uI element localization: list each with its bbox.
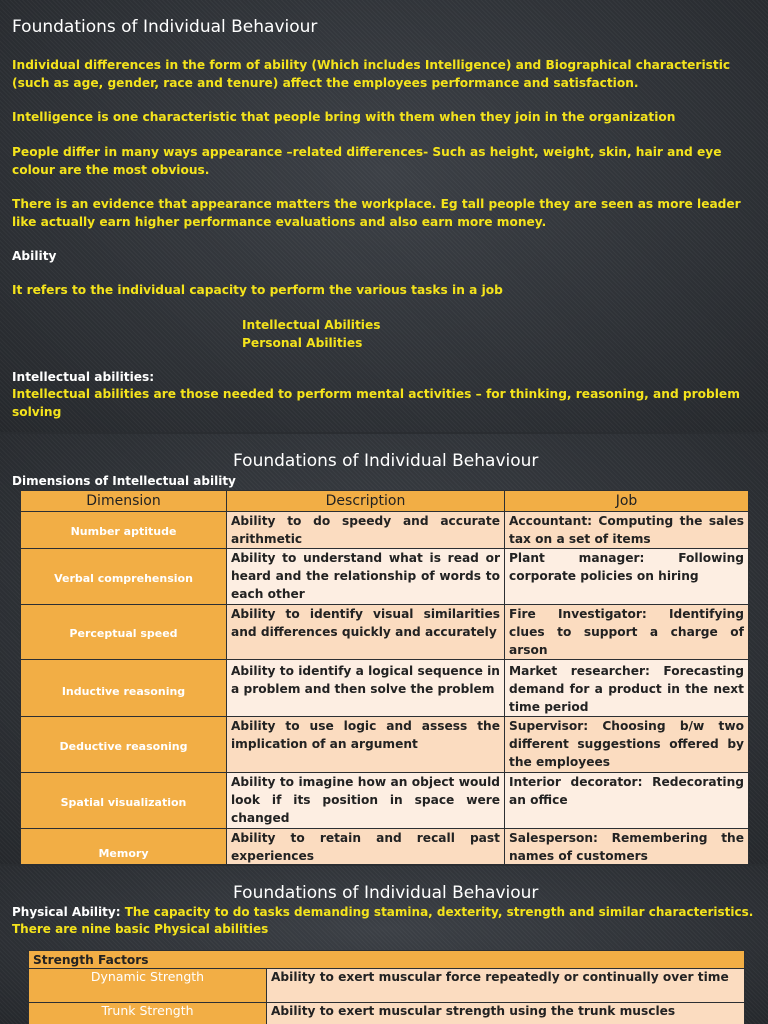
dimension-cell: Number aptitude [21, 512, 227, 549]
dimension-cell: Deductive reasoning [21, 717, 227, 773]
dimension-cell: Memory [21, 829, 227, 865]
table-row [21, 717, 749, 773]
slide-title: Foundations of Individual Behaviour [233, 451, 539, 471]
dimension-cell: Spatial visualization [21, 773, 227, 829]
slide-intellectual-dimensions [0, 434, 768, 864]
job-cell: Interior decorator: Redecorating an office [505, 773, 749, 829]
dimension-cell: Inductive reasoning [21, 660, 227, 717]
table-row [21, 660, 749, 717]
intellectual-definition: Intellectual abilities are those needed to perform mental activities – for thinking, reasoning, and problem solving [12, 387, 740, 419]
table-caption: Dimensions of Intellectual ability [12, 474, 236, 488]
description-cell: Ability to identify visual similarities and differences quickly and accurately [227, 605, 505, 660]
description-cell: Ability to use logic and assess the implication of an argument [227, 717, 505, 773]
ability-definition: It refers to the individual capacity to perform the various tasks in a job [12, 283, 503, 297]
job-cell: Market researcher: Forecasting demand for a product in the next time period [505, 660, 749, 717]
dimension-cell: Perceptual speed [21, 605, 227, 660]
table-row [21, 773, 749, 829]
column-header-description: Description [227, 491, 505, 512]
slide-intro [0, 0, 768, 432]
slide-title: Foundations of Individual Behaviour [12, 17, 318, 37]
description-cell: Ability to identify a logical sequence in a problem and then solve the problem [227, 660, 505, 717]
ability-heading: Ability [12, 249, 57, 263]
slide-physical-ability [0, 866, 768, 1024]
job-cell: Accountant: Computing the sales tax on a set of items [505, 512, 749, 549]
dimensions-table [20, 490, 749, 864]
job-cell: Salesperson: Remembering the names of customers [505, 829, 749, 865]
table-row [21, 549, 749, 605]
intellectual-heading: Intellectual abilities: [12, 370, 155, 384]
table-row [29, 969, 745, 1003]
factor-name-cell: Trunk Strength [29, 1003, 267, 1024]
physical-ability-label: Physical Ability: [12, 905, 121, 919]
column-header-job: Job [505, 491, 749, 512]
strength-factors-header: Strength Factors [29, 951, 745, 969]
description-cell: Ability to do speedy and accurate arithmetic [227, 512, 505, 549]
paragraph-appearance: People differ in many ways appearance –related differences- Such as height, weight, skin, hair and eye colour are the most obvious. [12, 145, 722, 177]
paragraph-intelligence: Intelligence is one characteristic that people bring with them when they join in the organization [12, 110, 676, 124]
table-row [21, 512, 749, 549]
paragraph-evidence: There is an evidence that appearance matters the workplace. Eg tall people they are seen as more leader like actually earn higher performance evaluations and also earn more money. [12, 197, 741, 229]
slide-title: Foundations of Individual Behaviour [233, 883, 539, 903]
dimension-cell: Verbal comprehension [21, 549, 227, 605]
factor-description-cell: Ability to exert muscular strength using the trunk muscles [267, 1003, 745, 1024]
description-cell: Ability to retain and recall past experiences [227, 829, 505, 865]
ability-list-item: Intellectual Abilities [242, 318, 381, 332]
physical-ability-definition: The capacity to do tasks demanding stamina, dexterity, strength and similar characteristics. There are nine basic Physical abilities [12, 905, 754, 936]
paragraph-individual-differences: Individual differences in the form of ability (Which includes Intelligence) and Biographical characteristic (such as age, gender, race and tenure) affect the employees performance and satisfaction. [12, 58, 731, 90]
factor-description-cell: Ability to exert muscular force repeatedly or continually over time [267, 969, 745, 1003]
job-cell: Supervisor: Choosing b/w two different suggestions offered by the employees [505, 717, 749, 773]
table-row [21, 605, 749, 660]
description-cell: Ability to understand what is read or heard and the relationship of words to each other [227, 549, 505, 605]
job-cell: Fire Investigator: Identifying clues to support a charge of arson [505, 605, 749, 660]
job-cell: Plant manager: Following corporate policies on hiring [505, 549, 749, 605]
table-header-row [29, 951, 745, 969]
description-cell: Ability to imagine how an object would look if its position in space were changed [227, 773, 505, 829]
table-row [21, 829, 749, 865]
ability-list-item: Personal Abilities [242, 336, 363, 350]
strength-factors-table [28, 950, 745, 1024]
physical-ability-paragraph [12, 904, 768, 938]
factor-name-cell: Dynamic Strength [29, 969, 267, 1003]
table-row [29, 1003, 745, 1024]
column-header-dimension: Dimension [21, 491, 227, 512]
